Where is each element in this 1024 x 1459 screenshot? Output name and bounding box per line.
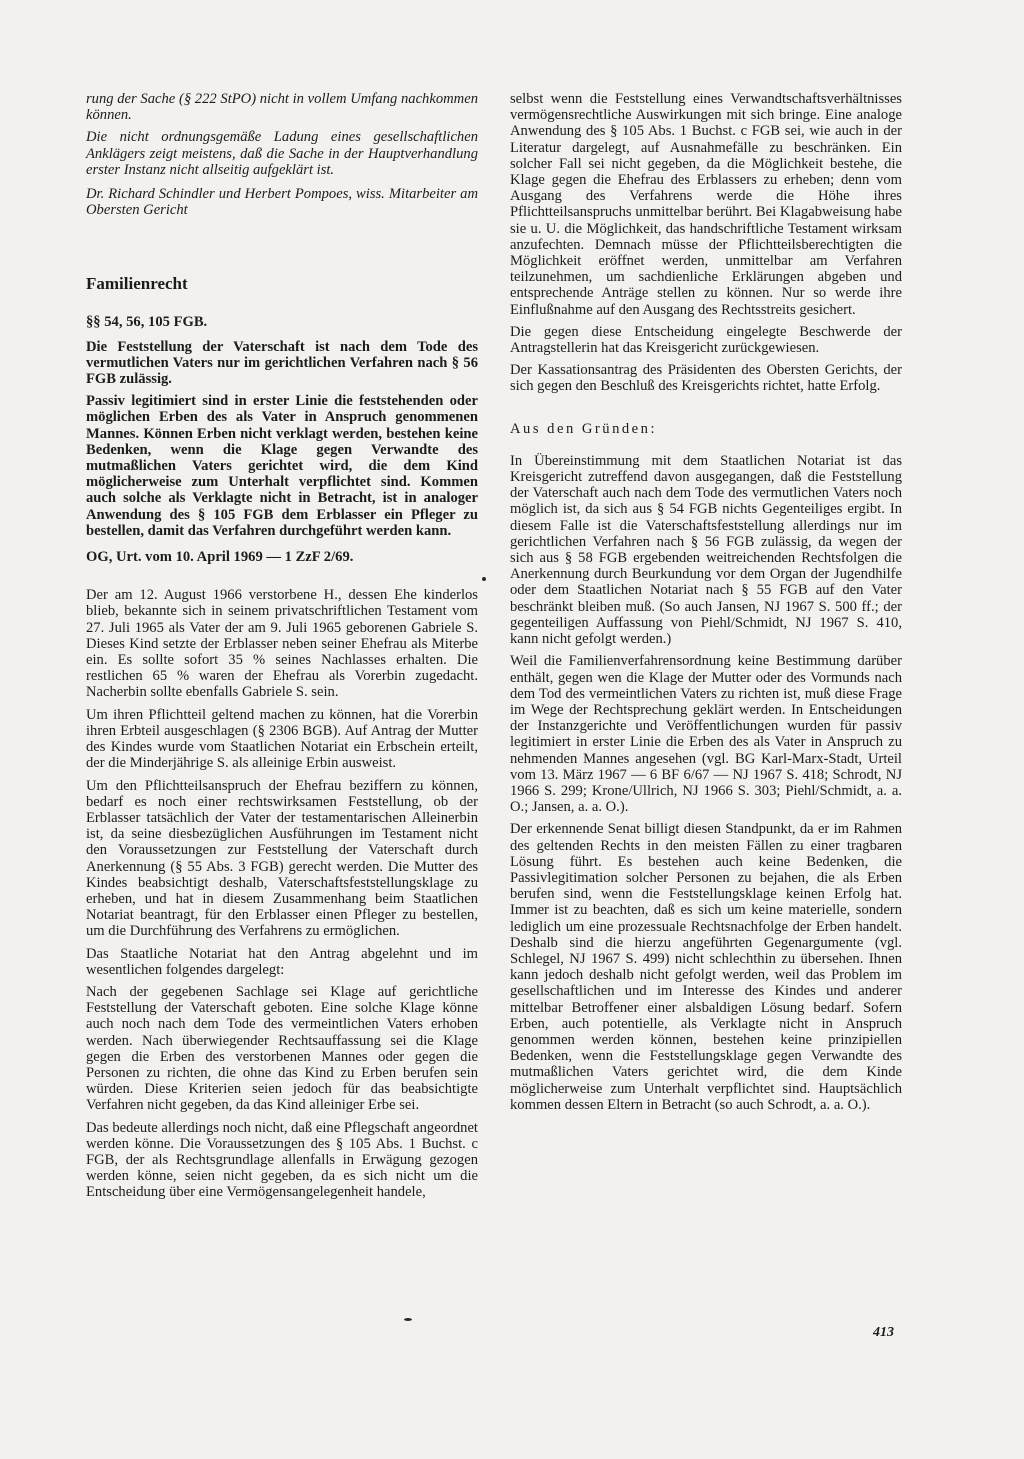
right-column	[510, 91, 902, 1119]
headnote: Die Feststellung der Vaterschaft ist nach dem Tode des vermutlichen Vaters nur im gerichtlichen Verfahren nach § 56 FGB zulässig.	[86, 338, 478, 388]
body-paragraph: Das bedeute allerdings noch nicht, daß eine Pflegschaft angeordnet werden könne. Die Voraussetzungen des § 105 Abs. 1 Buchst. c FGB, der als Rechtsgrundlage allenfalls in Erwägung gezogen werden könne, seien nicht gegeben, da es sich nicht um die Entscheidung über eine Vermögensangelegenheit handele,	[86, 1119, 478, 1201]
body-paragraph: Nach der gegebenen Sachlage sei Klage auf gerichtliche Feststellung der Vaterschaft geboten. Eine solche Klage könne auch noch nach dem Tode des vermeintlichen Vaters erhoben werden. Nach überwiegender Rechtsauffassung sei die Klage gegen die Erben des verstorbenen Mannes oder gegen die Personen zu richten, die ohne das Kind zu Erben berufen sein würden. Diese Kriterien seien jedoch für das beabsichtigte Verfahren nicht gegeben, da das Kind alleiniger Erbe sei.	[86, 983, 478, 1114]
body-paragraph: selbst wenn die Feststellung eines Verwandtschaftsverhältnisses vermögensrechtliche Auswirkungen mit sich bringe. Eine analoge Anwendung des § 105 Abs. 1 Buchst. c FGB sei, wie auch in der Literatur dargelegt, auf Ausnahmefälle zu beschränken. Ein solcher Fall sei nicht gegeben, da die Möglichkeit bestehe, die Klage gegen die Ehefrau des Erblassers zu erheben; denn vom Ausgang des Verfahrens werde die Höhe ihres Pflichtteilsanspruchs unmittelbar berührt. Bei Klagabweisung habe sie u. U. die Möglichkeit, das handschriftliche Testament wirksam anzufechten. Demnach müsse der Pflichtteilsberechtigten die Möglichkeit eröffnet werden, unmittelbar am Verfahren teilzunehmen, um sachdienliche Erklärungen abgeben und entsprechende Anträge stellen zu können. Nur so werde ihre Einflußnahme auf den Ausgang des Rechtsstreits gesichert.	[510, 91, 902, 318]
paragraph-reference: §§ 54, 56, 105 FGB.	[86, 314, 208, 331]
left-column	[86, 91, 478, 1207]
body-paragraph: Der erkennende Senat billigt diesen Standpunkt, da er im Rahmen des geltenden Rechts in den meisten Fällen zu einer tragbaren Lösung führt. Es bestehen auch keine Bedenken, die Passivlegitimation solcher Personen zu bejahen, die als Erben berufen sind, wenn die Feststellungsklage keinen Erfolg hat. Immer ist zu beachten, daß es sich um keine materielle, sondern lediglich um eine prozessuale Rechtsnachfolge der Erben handelt. Deshalb sind die hierzu angeführten Gegenargumente (vgl. Schlegel, NJ 1967 S. 499) nicht schlechthin zu übersehen. Ihnen kann jedoch deshalb nicht gefolgt werden, weil das Problem im gesellschaftlichen und im Interesse des Kindes und anderer mittelbar Betroffener einer alsbaldigen Lösung bedarf. Sofern Erben, auch potentielle, als Verklagte nicht in Anspruch genommen werden können, bestehen keine prinzipiellen Bedenken, wenn die Feststellungsklage gegen Verwandte des mutmaßlichen Vaters gerichtet wird, die dem Kinde möglicherweise zum Unterhalt verpflichtet sind. Hauptsächlich kommen dessen Eltern in Betracht (so auch Schrodt, a. a. O.).	[510, 821, 902, 1113]
intro-paragraph: Die nicht ordnungsgemäße Ladung eines gesellschaftlichen Anklägers zeigt meistens, daß die Sache in der Hauptverhandlung erster Instanz nicht allseitig aufgeklärt ist.	[86, 129, 478, 178]
print-speck	[482, 577, 486, 581]
author-line: Dr. Richard Schindler und Herbert Pompoes, wiss. Mitarbeiter am Obersten Gericht	[86, 186, 478, 219]
decision-citation: OG, Urt. vom 10. April 1969 — 1 ZzF 2/69.	[86, 549, 354, 566]
body-paragraph: Um den Pflichtteilsanspruch der Ehefrau beziffern zu können, bedarf es noch einer rechtswirksamen Feststellung, ob der Erblasser tatsächlich der Vater der testamentarischen Alleinerbin ist, da seine diesbezüglichen Ausführungen im Testament nicht den Voraussetzungen zur Feststellung der Vaterschaft durch Anerkennung (§ 55 Abs. 3 FGB) gerecht werden. Die Mutter des Kindes beabsichtigt deshalb, Vaterschaftsfeststellungsklage zu erheben, und hat in diesem Zusammenhang beim Staatlichen Notariat beantragt, für den Erblasser einen Pfleger zu bestellen, um die Durchführung des Verfahrens zu ermöglichen.	[86, 777, 478, 940]
body-paragraph: Die gegen diese Entscheidung eingelegte Beschwerde der Antragstellerin hat das Kreisgericht zurückgewiesen.	[510, 323, 902, 357]
body-paragraph: Der am 12. August 1966 verstorbene H., dessen Ehe kinderlos blieb, bekannte sich in seinem privatschriftlichen Testament vom 27. Juli 1965 als Vater der am 9. Juli 1965 geborenen Gabriele S. Dieses Kind setzte der Erblasser neben seiner Ehefrau als Miterbe ein. Es sollte sofort 35 % seines Nachlasses erhalten. Die restlichen 65 % waren der Ehefrau als Vorerbin zugedacht. Nacherbin sollte ebenfalls Gabriele S. sein.	[86, 587, 478, 701]
grounds-heading: Aus den Gründen:	[510, 420, 658, 437]
page-number: 413	[873, 1325, 894, 1340]
body-paragraph: In Übereinstimmung mit dem Staatlichen Notariat ist das Kreisgericht zutreffend davon ausgegangen, daß die Feststellung der Vaterschaft auch nach dem Tode des vermutlichen Vaters noch möglich ist, da sich aus § 54 FGB nichts Gegenteiliges ergibt. In diesem Falle ist die Vaterschaftsfeststellung allerdings nur im gerichtlichen Verfahren nach § 56 FGB zulässig, da wegen der sich aus § 58 FGB ergebenden weitreichenden Rechtsfolgen die Anerkennung durch Beurkundung vor dem Organ der Jugendhilfe oder dem Staatlichen Notariat nach § 55 FGB auf den Vater beschränkt bleiben muß. (So auch Jansen, NJ 1967 S. 500 ff.; der gegenteiligen Auffassung von Piehl/Schmidt, NJ 1967 S. 410, kann nicht gefolgt werden.)	[510, 452, 902, 648]
body-paragraph: Um ihren Pflichtteil geltend machen zu können, hat die Vorerbin ihren Erbteil ausgeschlagen (§ 2306 BGB). Auf Antrag der Mutter des Kindes wurde vom Staatlichen Notariat ein Erbschein erteilt, der die Minderjährige S. als alleinige Erbin ausweist.	[86, 706, 478, 772]
section-title: Familienrecht	[86, 274, 188, 294]
print-speck	[404, 1318, 412, 1321]
body-paragraph: Der Kassationsantrag des Präsidenten des Obersten Gerichts, der sich gegen den Beschluß des Kreisgerichts richtet, hatte Erfolg.	[510, 362, 902, 395]
body-paragraph: Weil die Familienverfahrensordnung keine Bestimmung darüber enthält, gegen wen die Klage der Mutter oder des Vormunds nach dem Tod des vermeintlichen Vaters zu richten ist, muß diese Frage im Wege der Rechtsprechung geklärt werden. In Entscheidungen der Instanzgerichte und Veröffentlichungen wurden für passiv legitimiert in erster Linie die Erben des als Vater in Anspruch zu nehmenden Mannes angesehen (vgl. BG Karl-Marx-Stadt, Urteil vom 13. März 1967 — 6 BF 6/67 — NJ 1967 S. 418; Schrodt, NJ 1966 S. 299; Krone/Ullrich, NJ 1966 S. 303; Piehl/Schmidt, a. a. O.; Jansen, a. a. O.).	[510, 653, 902, 816]
intro-paragraph: rung der Sache (§ 222 StPO) nicht in vollem Umfang nachkommen können.	[86, 91, 478, 124]
headnote: Passiv legitimiert sind in erster Linie die feststehenden oder möglichen Erben des als Vater in Anspruch genommenen Mannes. Können Erben nicht verklagt werden, bestehen keine Bedenken, wenn die Klage gegen Verwandte des mutmaßlichen Vaters gerichtet wird, die dem Kind möglicherweise zum Unterhalt verpflichtet sind. Kommen auch solche als Verklagte nicht in Betracht, ist in analoger Anwendung des § 105 FGB dem Erblasser ein Pfleger zu bestellen, damit das Verfahren durchgeführt werden kann.	[86, 393, 478, 539]
body-paragraph: Das Staatliche Notariat hat den Antrag abgelehnt und im wesentlichen folgendes dargelegt:	[86, 945, 478, 978]
